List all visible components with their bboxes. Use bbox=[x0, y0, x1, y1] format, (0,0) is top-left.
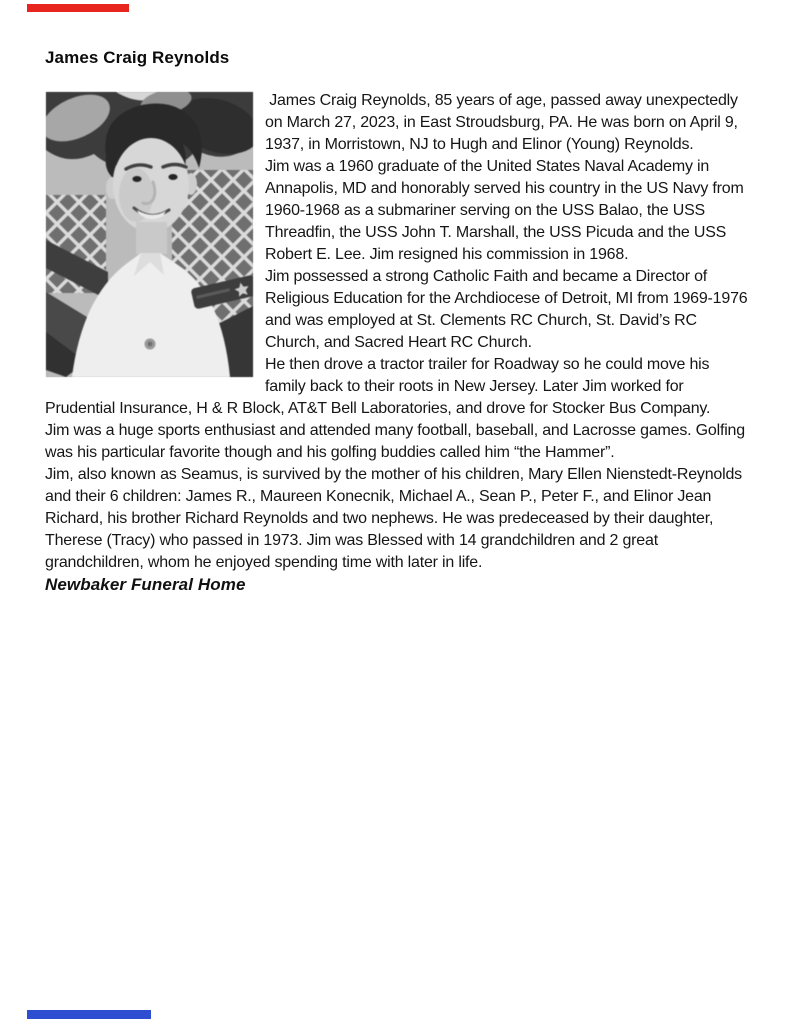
portrait-photo-image bbox=[46, 92, 253, 377]
obituary-paragraph: Jim was a huge sports enthusiast and attended many football, baseball, and Lacrosse games. Golfing was his particular favorite though and his golfing buddies called him “the Hammer”. bbox=[45, 422, 750, 461]
obituary-paragraph: Jim, also known as Seamus, is survived by the mother of his children, Mary Ellen Nienstedt-Reynolds and their 6 children: James R., Maureen Konecnik, Michael A., Sean P., Peter F., and Elinor Jean Richard, his brother Richard Reynolds and two nephews. He was predeceased by their daughter, Therese (Tracy) who passed in 1973. Jim was Blessed with 14 grandchildren and 2 great grandchildren, whom he enjoyed spending time with later in life. bbox=[45, 466, 747, 571]
bottom-blue-marker-bar bbox=[27, 1010, 151, 1019]
document-content bbox=[45, 48, 751, 596]
obituary-paragraph: Jim possessed a strong Catholic Faith and became a Director of Religious Education for the Archdiocese of Detroit, MI from 1969-1976 and was employed at St. Clements RC Church, St. David’s RC Church, and Sacred Heart RC Church. bbox=[265, 268, 752, 351]
page-title: James Craig Reynolds bbox=[45, 48, 230, 67]
top-red-marker-bar bbox=[27, 4, 129, 12]
portrait-photo bbox=[46, 92, 253, 377]
obituary-article bbox=[45, 90, 751, 596]
obituary-paragraph: James Craig Reynolds, 85 years of age, passed away unexpectedly on March 27, 2023, in East Stroudsburg, PA. He was born on April 9, 1937, in Morristown, NJ to Hugh and Elinor (Young) Reynolds. bbox=[265, 92, 743, 153]
obituary-paragraph: Jim was a 1960 graduate of the United States Naval Academy in Annapolis, MD and honorably served his country in the US Navy from 1960-1968 as a submariner serving on the USS Balao, the USS Threadfin, the USS John T. Marshall, the USS Picuda and the USS Robert E. Lee. Jim resigned his commission in 1968. bbox=[265, 158, 748, 263]
funeral-home-name: Newbaker Funeral Home bbox=[45, 575, 246, 594]
obituary-paragraph: He then drove a tractor trailer for Roadway so he could move his family back to their roots in New Jersey. Later Jim worked for Prudential Insurance, H & R Block, AT&T Bell Laboratories, and drove for Stocker Bus Company. bbox=[45, 356, 714, 417]
